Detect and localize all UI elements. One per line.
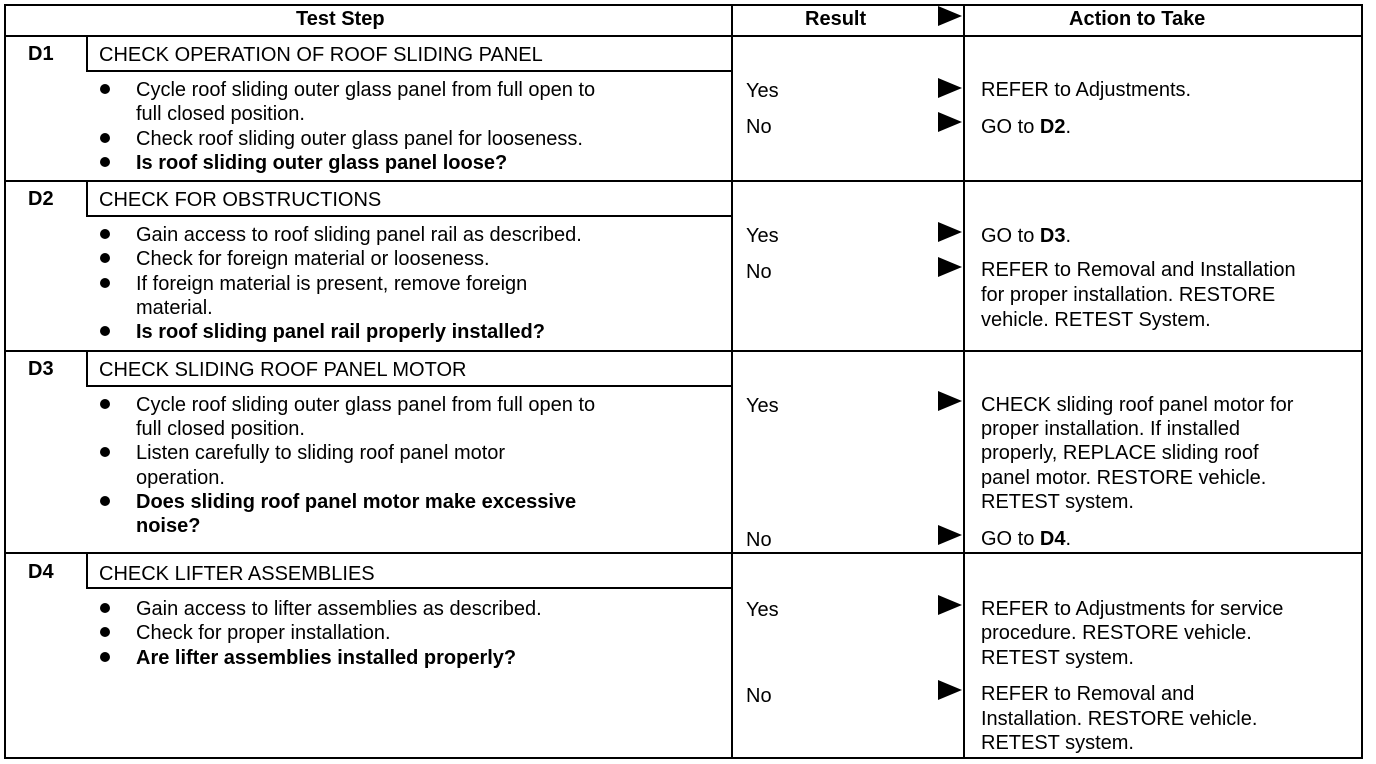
bullet-icon: [100, 399, 110, 409]
header-action-to-take: Action to Take: [1069, 8, 1206, 30]
bullet-text: full closed position.: [136, 103, 305, 125]
arrow-icon: [938, 680, 962, 700]
result-no: No: [746, 685, 772, 707]
bullet-icon: [100, 253, 110, 263]
bullet-icon: [100, 496, 110, 506]
arrow-icon: [938, 391, 962, 411]
step-id-divider: [86, 352, 88, 387]
step-reference: D3: [1039, 225, 1066, 247]
title-underline: [88, 70, 731, 72]
step-title: CHECK LIFTER ASSEMBLIES: [99, 563, 375, 585]
action-text: CHECK sliding roof panel motor for: [981, 394, 1294, 416]
action-text: RETEST system.: [981, 491, 1134, 513]
result-no: No: [746, 261, 772, 283]
table-border-top: [4, 4, 1363, 6]
row-separator: [4, 180, 1363, 182]
header-result: Result: [805, 8, 867, 30]
action-text: REFER to Removal and: [981, 683, 1195, 705]
bullet-icon: [100, 133, 110, 143]
step-id-divider: [86, 554, 88, 589]
bullet-icon: [100, 84, 110, 94]
action-text: proper installation. If installed: [981, 418, 1241, 440]
action-text: REFER to Removal and Installation: [981, 259, 1296, 281]
step-id: D2: [28, 188, 54, 210]
header-test-step: Test Step: [296, 8, 385, 30]
bullet-text: If foreign material is present, remove foreign: [136, 273, 528, 295]
step-id: D4: [28, 561, 54, 583]
title-underline: [88, 587, 731, 589]
column-divider-action: [963, 4, 965, 759]
arrow-icon: [938, 112, 962, 132]
bullet-text: Cycle roof sliding outer glass panel from full open to: [136, 394, 596, 416]
bullet-question: Is roof sliding outer glass panel loose?: [136, 152, 508, 174]
bullet-text: Listen carefully to sliding roof panel motor: [136, 442, 506, 464]
arrow-icon: [938, 525, 962, 545]
bullet-icon: [100, 229, 110, 239]
result-yes: Yes: [746, 80, 779, 102]
bullet-question: Does sliding roof panel motor make excessive: [136, 491, 577, 513]
action-text: GO to D3.: [981, 225, 1072, 247]
arrow-icon: [938, 257, 962, 277]
bullet-icon: [100, 326, 110, 336]
step-id-divider: [86, 37, 88, 72]
step-id: D3: [28, 358, 54, 380]
step-title: CHECK FOR OBSTRUCTIONS: [99, 189, 382, 211]
header-underline: [4, 35, 1363, 37]
step-reference: D4: [1039, 528, 1066, 550]
bullet-text: Check for foreign material or looseness.: [136, 248, 490, 270]
bullet-icon: [100, 652, 110, 662]
action-text: vehicle. RETEST System.: [981, 309, 1211, 331]
table-border-left: [4, 4, 6, 759]
bullet-text: Cycle roof sliding outer glass panel from full open to: [136, 79, 596, 101]
bullet-text: operation.: [136, 467, 225, 489]
title-underline: [88, 385, 731, 387]
action-text: for proper installation. RESTORE: [981, 284, 1276, 306]
action-text: REFER to Adjustments.: [981, 79, 1192, 101]
row-separator: [4, 350, 1363, 352]
bullet-text: Gain access to lifter assemblies as described.: [136, 598, 542, 620]
column-divider-result: [731, 4, 733, 759]
step-id: D1: [28, 43, 54, 65]
bullet-icon: [100, 627, 110, 637]
bullet-icon: [100, 278, 110, 288]
step-title: CHECK SLIDING ROOF PANEL MOTOR: [99, 359, 467, 381]
action-text: procedure. RESTORE vehicle.: [981, 622, 1252, 644]
arrow-icon: [938, 222, 962, 242]
bullet-question: Are lifter assemblies installed properly?: [136, 647, 517, 669]
bullet-icon: [100, 157, 110, 167]
bullet-text: Check for proper installation.: [136, 622, 391, 644]
action-text: GO to D4.: [981, 528, 1072, 550]
result-yes: Yes: [746, 395, 779, 417]
action-text: Installation. RESTORE vehicle.: [981, 708, 1258, 730]
arrow-icon: [938, 6, 962, 26]
arrow-icon: [938, 595, 962, 615]
result-yes: Yes: [746, 225, 779, 247]
bullet-question: noise?: [136, 515, 201, 537]
action-text: REFER to Adjustments for service: [981, 598, 1284, 620]
bullet-icon: [100, 603, 110, 613]
step-reference: D2: [1039, 116, 1066, 138]
row-separator: [4, 552, 1363, 554]
result-no: No: [746, 116, 772, 138]
action-text: properly, REPLACE sliding roof: [981, 442, 1259, 464]
table-border-bottom: [4, 757, 1363, 759]
action-text: RETEST system.: [981, 732, 1134, 754]
result-yes: Yes: [746, 599, 779, 621]
bullet-text: full closed position.: [136, 418, 305, 440]
step-id-divider: [86, 182, 88, 217]
bullet-question: Is roof sliding panel rail properly installed?: [136, 321, 545, 343]
bullet-text: Check roof sliding outer glass panel for looseness.: [136, 128, 583, 150]
arrow-icon: [938, 78, 962, 98]
bullet-icon: [100, 447, 110, 457]
title-underline: [88, 215, 731, 217]
action-text: RETEST system.: [981, 647, 1134, 669]
result-no: No: [746, 529, 772, 551]
step-title: CHECK OPERATION OF ROOF SLIDING PANEL: [99, 44, 543, 66]
table-border-right: [1361, 4, 1363, 759]
bullet-text: material.: [136, 297, 213, 319]
action-text: panel motor. RESTORE vehicle.: [981, 467, 1267, 489]
action-text: GO to D2.: [981, 116, 1072, 138]
bullet-text: Gain access to roof sliding panel rail as described.: [136, 224, 582, 246]
